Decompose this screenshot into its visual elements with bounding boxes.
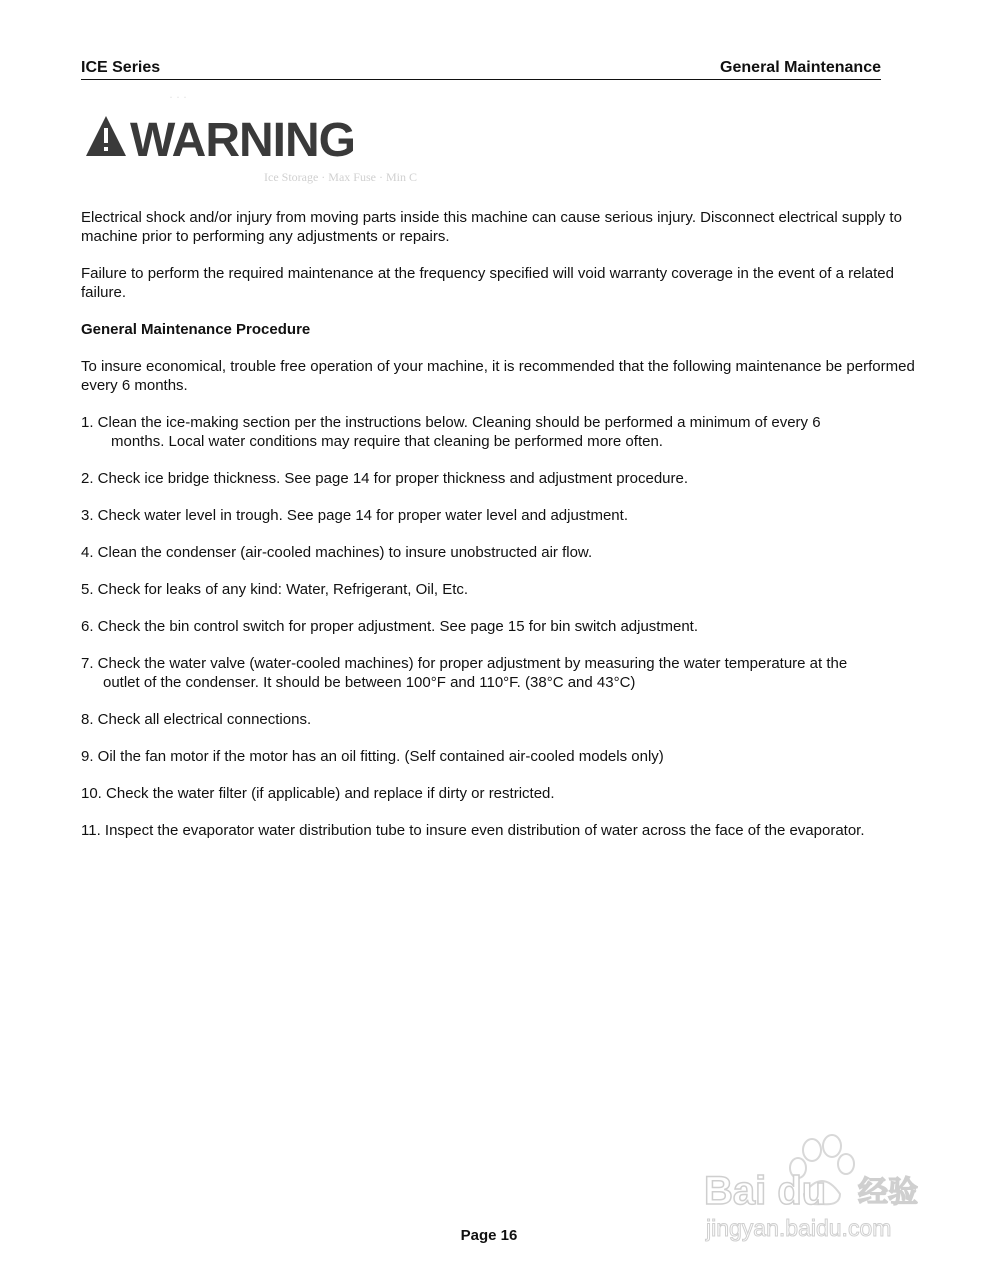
step-1-line-2: months. Local water conditions may require that cleaning be performed more often. <box>111 433 663 450</box>
list-item: 9. Oil the fan motor if the motor has an oil fitting. (Self contained air-cooled models only) <box>81 748 664 765</box>
list-item <box>81 654 941 692</box>
list-item: 4. Clean the condenser (air-cooled machines) to insure unobstructed air flow. <box>81 544 593 561</box>
list-item: 6. Check the bin control switch for proper adjustment. See page 15 for bin switch adjustment. <box>81 618 698 635</box>
header-series-title: ICE Series <box>81 59 161 76</box>
warning-ghost-text: Ice Storage · Max Fuse · Min C <box>264 170 417 184</box>
list-item: 2. Check ice bridge thickness. See page 14 for proper thickness and adjustment procedure. <box>81 470 689 487</box>
step-7-line-1: 7. Check the water valve (water-cooled machines) for proper adjustment by measuring the water temperature at the <box>81 655 848 672</box>
list-item: 10. Check the water filter (if applicable) and replace if dirty or restricted. <box>81 785 555 802</box>
warning-ghost-top: · · · <box>169 90 187 104</box>
watermark-cn: 经验 <box>858 1175 918 1210</box>
warning-triangle-icon <box>84 110 374 170</box>
page-number: Page 16 <box>460 1227 518 1244</box>
watermark-url: jingyan.baidu.com <box>706 1215 892 1241</box>
header-section-title: General Maintenance <box>720 59 881 76</box>
watermark-brand: Bai du <box>704 1169 827 1213</box>
maintenance-content <box>81 208 941 858</box>
paragraph-intro: To insure economical, trouble free operation of your machine, it is recommended that the following maintenance be performed every 6 months. <box>81 358 915 394</box>
section-heading: General Maintenance Procedure <box>81 321 311 338</box>
list-item <box>81 413 941 451</box>
page-header <box>81 59 881 80</box>
step-1-line-1: 1. Clean the ice-making section per the instructions below. Cleaning should be performed a minimum of every 6 <box>81 414 821 431</box>
list-item: 11. Inspect the evaporator water distribution tube to insure even distribution of water across the face of the evaporator. <box>81 822 865 839</box>
maintenance-steps-list <box>81 413 941 840</box>
step-7-line-2: outlet of the condenser. It should be between 100°F and 110°F. (38°C and 43°C) <box>103 674 636 691</box>
paragraph-warranty: Failure to perform the required maintenance at the frequency specified will void warranty coverage in the event of a related failure. <box>81 265 894 301</box>
list-item: 3. Check water level in trough. See page 14 for proper water level and adjustment. <box>81 507 628 524</box>
list-item: 5. Check for leaks of any kind: Water, Refrigerant, Oil, Etc. <box>81 581 469 598</box>
warning-logo <box>84 90 417 190</box>
paragraph-electrical-warning: Electrical shock and/or injury from moving parts inside this machine can cause serious injury. Disconnect electrical supply to machine prior to performing any adjustments or repairs. <box>81 209 902 245</box>
warning-logo-text: WARNING <box>130 114 355 167</box>
list-item: 8. Check all electrical connections. <box>81 711 312 728</box>
